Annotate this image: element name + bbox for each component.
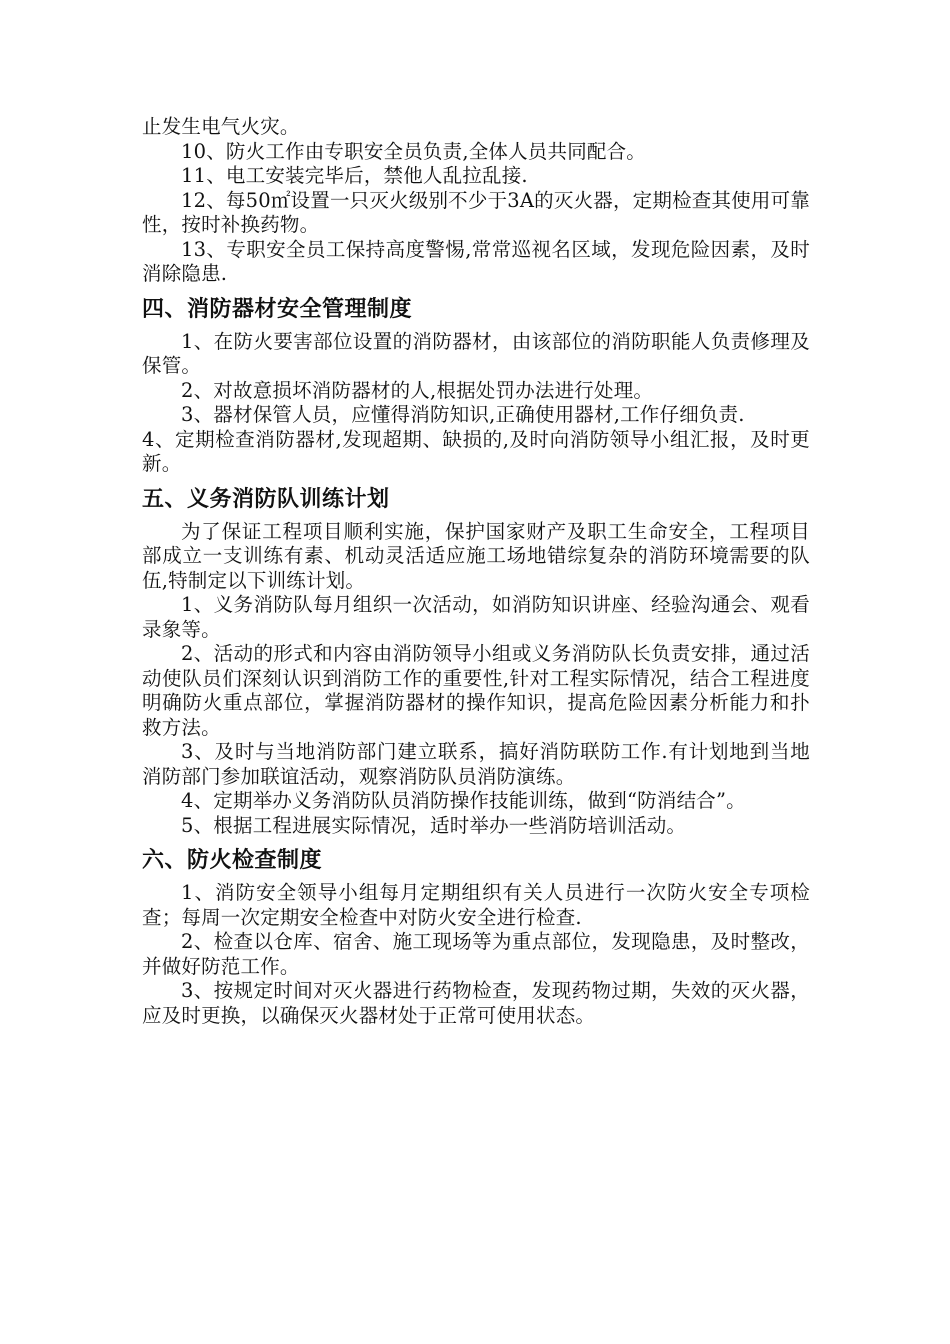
paragraph: 为了保证工程项目顺利实施，保护国家财产及职工生命安全，工程项目部成立一支训练有素、机动灵活适应施工场地错综复杂的消防环境需要的队伍,特制定以下训练计划。	[142, 519, 810, 592]
paragraph: 5、根据工程进展实际情况，适时举办一些消防培训活动。	[181, 813, 687, 837]
section-heading-4: 四、消防器材安全管理制度	[142, 296, 413, 322]
paragraph: 11、电工安装完毕后，禁他人乱拉乱接.	[181, 164, 528, 187]
paragraph: 2、活动的形式和内容由消防领导小组或义务消防队长负责安排，通过活动使队员们深刻认识到消防工作的重要性,针对工程实际情况，结合工程进度明确防火重点部位，掌握消防器材的操作知识，提高危险因素分析能力和扑救方法。	[142, 642, 810, 739]
section-heading-5: 五、义务消防队训练计划	[142, 486, 390, 512]
paragraph: 1、在防火要害部位设置的消防器材，由该部位的消防职能人负责修理及保管。	[142, 329, 810, 377]
paragraph: 4、定期检查消防器材,发现超期、缺损的,及时向消防领导小组汇报，及时更新。	[142, 427, 810, 475]
section-heading-6: 六、防火检查制度	[142, 848, 323, 873]
paragraph: 3、及时与当地消防部门建立联系，搞好消防联防工作.有计划地到当地消防部门参加联谊活动，观察消防队员消防演练。	[142, 740, 810, 788]
paragraph: 4、定期举办义务消防队员消防操作技能训练，做到“防消结合”。	[181, 789, 746, 812]
document-page	[142, 115, 810, 1028]
paragraph: 2、对故意损坏消防器材的人,根据处罚办法进行处理。	[181, 378, 654, 402]
paragraph: 10、防火工作由专职安全员负责,全体人员共同配合。	[181, 139, 647, 163]
paragraph: 止发生电气火灾。	[142, 115, 300, 138]
paragraph: 1、消防安全领导小组每月定期组织有关人员进行一次防火安全专项检查；每周一次定期安全检查中对防火安全进行检查.	[142, 881, 810, 929]
paragraph: 13、专职安全员工保持高度警惕,常常巡视名区域，发现危险因素，及时消除隐患.	[142, 237, 810, 285]
paragraph: 1、义务消防队每月组织一次活动，如消防知识讲座、经验沟通会、观看录象等。	[142, 593, 810, 641]
paragraph: 12、每50㎡设置一只灭火级别不少于3A的灭火器，定期检查其使用可靠性，按时补换药物。	[142, 188, 810, 236]
paragraph: 3、器材保管人员，应懂得消防知识,正确使用器材,工作仔细负责.	[181, 403, 745, 426]
paragraph: 2、检查以仓库、宿舍、施工现场等为重点部位，发现隐患，及时整改，并做好防范工作。	[142, 930, 810, 978]
paragraph: 3、按规定时间对灭火器进行药物检查，发现药物过期，失效的灭火器，应及时更换，以确保灭火器材处于正常可使用状态。	[142, 979, 810, 1027]
